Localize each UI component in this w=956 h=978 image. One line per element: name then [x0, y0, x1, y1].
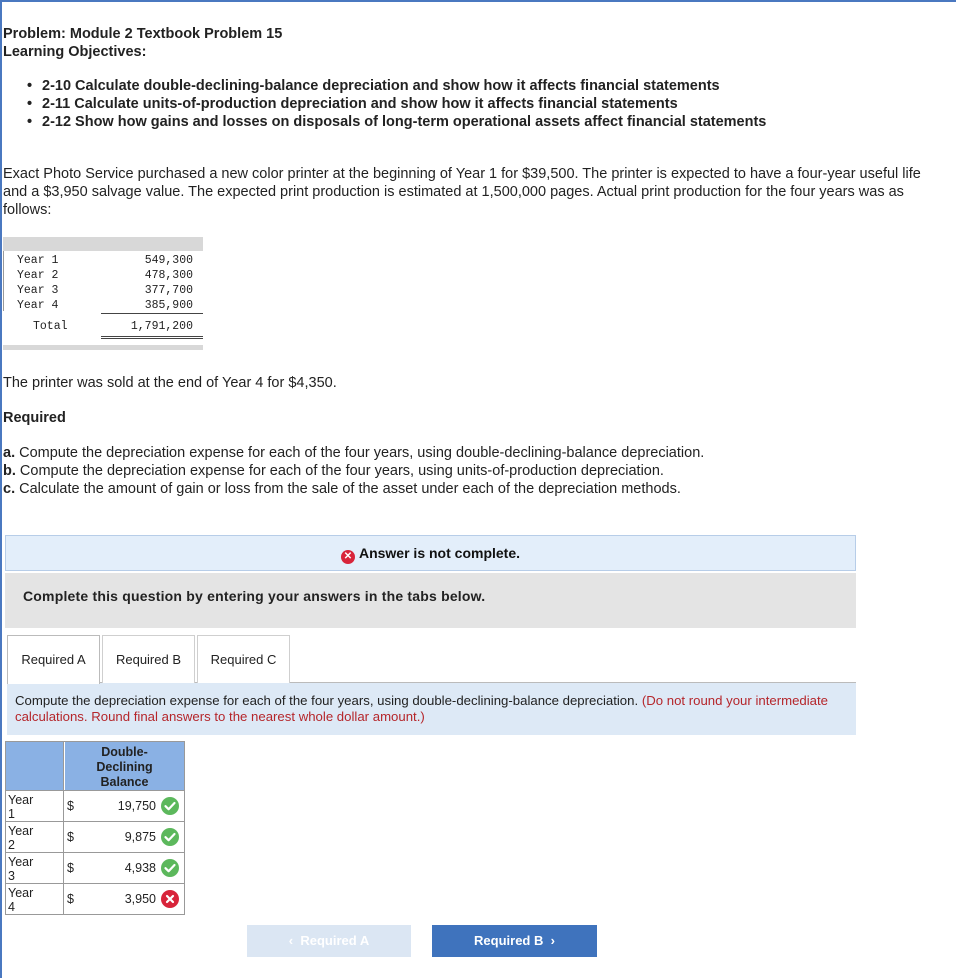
answer-status-banner	[5, 535, 856, 571]
table-header-blank	[6, 742, 64, 790]
objectives-title: Learning Objectives:	[3, 44, 147, 60]
table-row	[6, 883, 184, 914]
currency-symbol: $	[67, 861, 74, 875]
requirements-list	[3, 444, 704, 498]
table-bottom-bar	[3, 345, 203, 350]
requirement-item: a. Compute the depreciation expense for each of the four years, using double-declining-balance depreciation.	[3, 445, 705, 461]
question-instruction	[7, 683, 856, 735]
tab-required-a[interactable]: Required A	[7, 635, 100, 684]
requirement-item: c. Calculate the amount of gain or loss from the sale of the asset under each of the depreciation methods.	[3, 481, 681, 497]
check-icon	[161, 797, 179, 815]
production-table	[3, 237, 203, 350]
answer-input-year-1[interactable]: 19,750	[117, 799, 156, 813]
production-total-row	[3, 318, 203, 336]
objective-item: • 2-12 Show how gains and losses on disposals of long-term operational assets affect financial statements	[42, 113, 766, 131]
row-label: Year 1	[6, 791, 64, 822]
instructions-banner	[5, 573, 856, 628]
currency-symbol: $	[67, 799, 74, 813]
production-year: Year 3	[17, 284, 59, 297]
row-label: Year 2	[6, 822, 64, 853]
production-total-label: Total	[33, 320, 68, 333]
production-row	[3, 298, 203, 313]
objective-item: • 2-10 Calculate double-declining-balance depreciation and show how it affects financial statements	[42, 77, 766, 95]
answer-status-text: Answer is not complete.	[358, 545, 521, 561]
table-row	[6, 821, 184, 852]
answer-input-year-2[interactable]: 9,875	[124, 830, 156, 844]
table-row	[6, 790, 184, 821]
left-border	[0, 0, 2, 978]
production-year: Year 1	[17, 254, 59, 267]
production-value: 377,700	[144, 284, 193, 297]
instructions-text: Complete this question by entering your answers in the tabs below.	[23, 588, 486, 604]
currency-symbol: $	[67, 830, 74, 844]
column-header-ddb: Double- Declining Balance	[65, 742, 184, 790]
tab-required-c[interactable]: Required C	[197, 635, 290, 683]
objectives-list	[42, 77, 766, 131]
production-year: Year 2	[17, 269, 59, 282]
sale-statement: The printer was sold at the end of Year 4 for $4,350.	[3, 375, 337, 391]
row-label: Year 3	[6, 853, 64, 884]
chevron-left-icon: ‹	[288, 933, 294, 948]
answer-input-year-4[interactable]: 3,950	[124, 892, 156, 906]
check-icon	[161, 828, 179, 846]
production-row	[3, 253, 203, 268]
chevron-right-icon: ›	[550, 933, 555, 948]
tab-required-b[interactable]: Required B	[102, 635, 195, 683]
x-circle-icon: ✕	[341, 550, 355, 564]
answer-input-year-3[interactable]: 4,938	[124, 861, 156, 875]
instruction-text: Compute the depreciation expense for each of the four years, using double-declining-balance depreciation.	[15, 693, 639, 708]
check-icon	[161, 859, 179, 877]
objective-item: • 2-11 Calculate units-of-production depreciation and show how it affects financial statements	[42, 95, 766, 113]
table-top-bar	[3, 237, 203, 251]
x-icon	[161, 890, 179, 908]
double-underline	[101, 336, 203, 339]
prev-tab-button[interactable]: ‹ Required A	[247, 925, 411, 957]
production-row	[3, 283, 203, 298]
required-heading: Required	[3, 410, 66, 426]
production-value: 385,900	[144, 299, 193, 312]
instruction-note: (Do not round your intermediate calculations. Round final answers to the nearest whole dollar amount.)	[15, 693, 829, 724]
requirement-item: b. Compute the depreciation expense for each of the four years, using units-of-production depreciation.	[3, 463, 664, 479]
currency-symbol: $	[67, 892, 74, 906]
problem-intro: Exact Photo Service purchased a new color printer at the beginning of Year 1 for $39,500. The printer is expected to have a four-year useful life and a $3,950 salvage value. The expected print production is estimated at 1,500,000 pages. Actual print production for the four years was as follows:	[3, 166, 921, 218]
top-border	[0, 0, 956, 2]
production-year: Year 4	[17, 299, 59, 312]
next-tab-button[interactable]: Required B ›	[432, 925, 597, 957]
row-label: Year 4	[6, 884, 64, 915]
production-row	[3, 268, 203, 283]
production-value: 478,300	[144, 269, 193, 282]
production-total-value: 1,791,200	[130, 320, 193, 333]
table-row	[6, 852, 184, 883]
production-value: 549,300	[144, 254, 193, 267]
ddb-answer-table	[5, 741, 185, 915]
problem-title: Problem: Module 2 Textbook Problem 15	[3, 26, 283, 42]
